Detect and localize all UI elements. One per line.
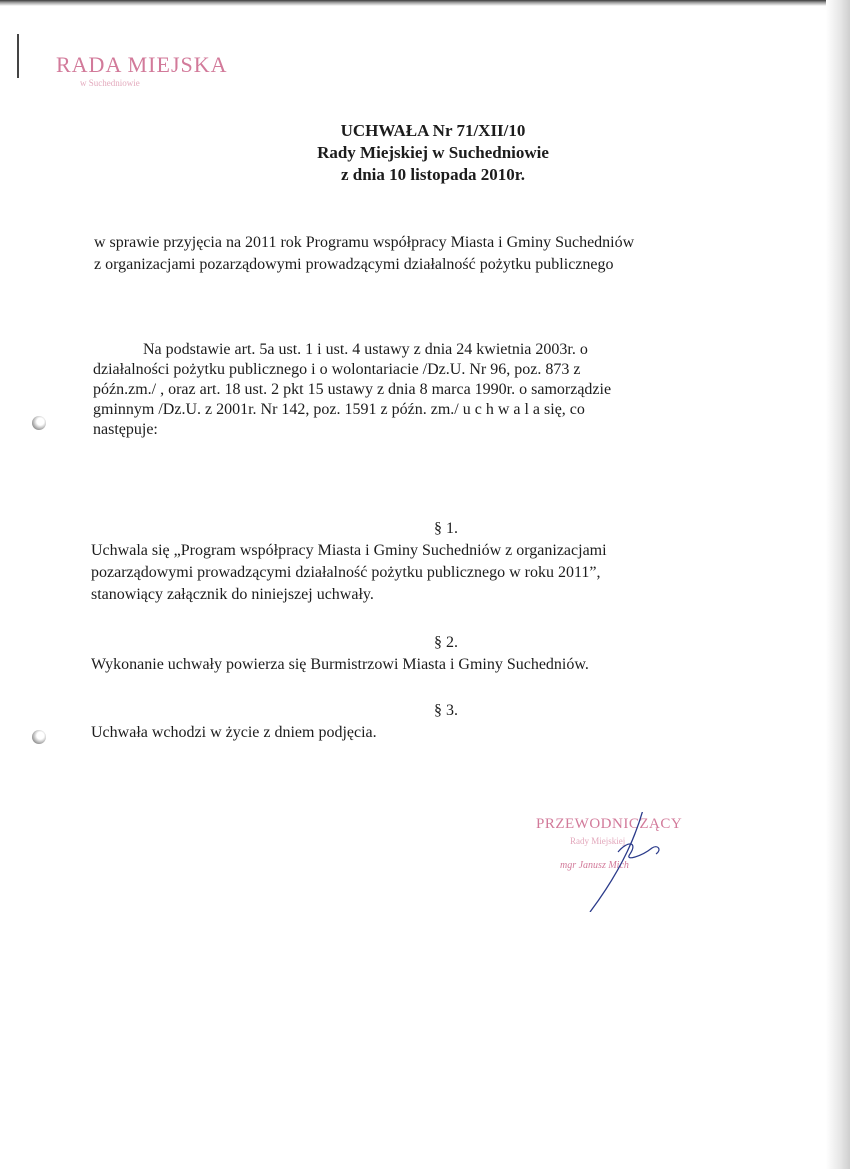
section-mark: § 3.	[434, 702, 458, 719]
council-stamp-place: w Suchedniowie	[80, 78, 140, 88]
subject-line: w sprawie przyjęcia na 2011 rok Programu współpracy Miasta i Gminy Suchedniów	[94, 234, 635, 251]
signature-icon	[530, 812, 710, 912]
section-mark: § 1.	[434, 520, 458, 537]
resolution-body: Rady Miejskiej w Suchedniowie	[317, 143, 549, 162]
chairman-stamp	[530, 812, 710, 912]
punch-hole-icon	[32, 730, 46, 744]
subject-line: z organizacjami pozarządowymi prowadzącymi działalność pożytku publicznego	[94, 256, 614, 273]
chairman-body: Rady Miejskiej	[570, 836, 626, 846]
legal-basis	[93, 340, 753, 440]
section-text: stanowiący załącznik do niniejszej uchwały.	[91, 586, 374, 603]
section-2	[91, 632, 771, 676]
scan-top-edge	[0, 0, 850, 6]
section-mark: § 2.	[434, 634, 458, 651]
council-stamp	[56, 52, 228, 88]
resolution-header	[0, 120, 850, 186]
resolution-date: z dnia 10 listopada 2010r.	[340, 165, 526, 184]
basis-line: gminnym /Dz.U. z 2001r. Nr 142, poz. 1591 z późn. zm./ u c h w a l a się, co	[93, 401, 585, 418]
basis-line: działalności pożytku publicznego i o wolontariacie /Dz.U. Nr 96, poz. 873 z	[93, 361, 581, 378]
chairman-name: mgr Janusz Mich	[560, 860, 629, 871]
resolution-number: UCHWAŁA Nr 71/XII/10	[340, 121, 526, 140]
basis-line: późn.zm./ , oraz art. 18 ust. 2 pkt 15 ustawy z dnia 8 marca 1990r. o samorządzie	[93, 381, 612, 398]
resolution-subject	[94, 232, 774, 276]
basis-line: Na podstawie art. 5a ust. 1 i ust. 4 ustawy z dnia 24 kwietnia 2003r. o	[143, 341, 588, 358]
section-text: Wykonanie uchwały powierza się Burmistrzowi Miasta i Gminy Suchedniów.	[91, 656, 589, 673]
chairman-title: PRZEWODNICZĄCY	[536, 816, 683, 832]
margin-mark	[17, 34, 19, 78]
section-text: Uchwała wchodzi w życie z dniem podjęcia.	[91, 724, 377, 741]
section-1	[91, 518, 771, 606]
basis-line: następuje:	[93, 421, 158, 438]
section-text: pozarządowymi prowadzącymi działalność pożytku publicznego w roku 2011”,	[91, 564, 601, 581]
section-text: Uchwala się „Program współpracy Miasta i Gminy Suchedniów z organizacjami	[91, 542, 607, 559]
section-3	[91, 700, 771, 744]
punch-hole-icon	[32, 416, 46, 430]
council-stamp-name: RADA MIEJSKA	[56, 52, 228, 77]
